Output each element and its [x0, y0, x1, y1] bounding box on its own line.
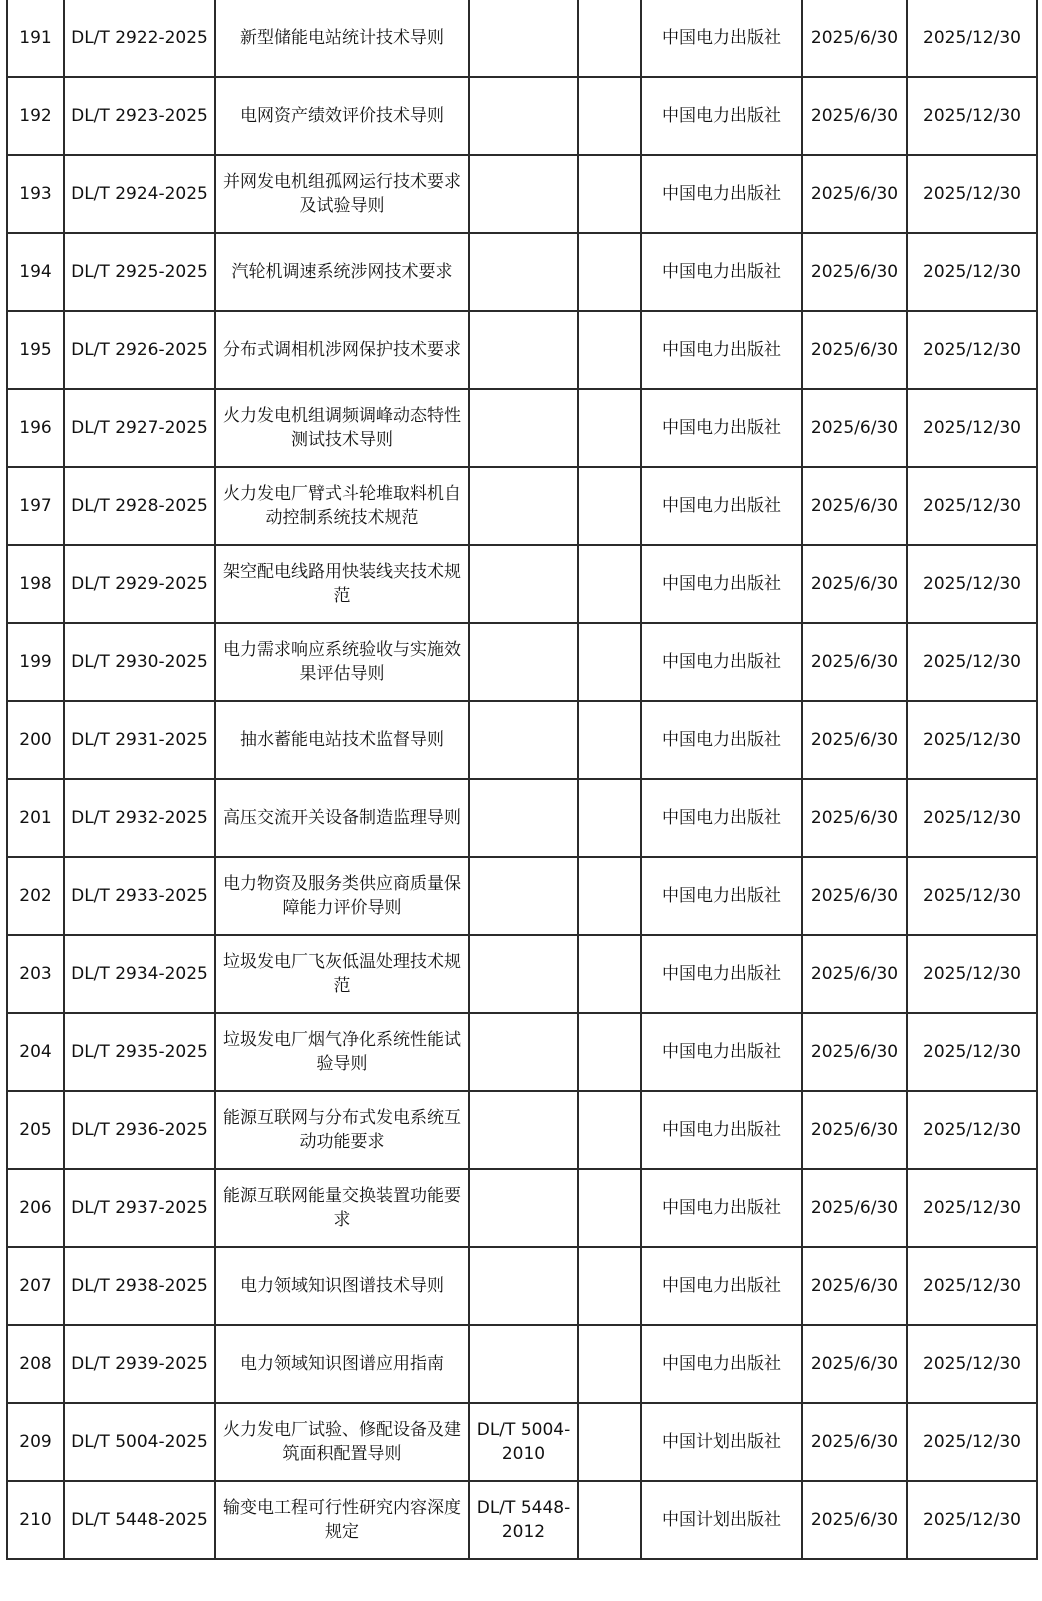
replaced-standard-cell — [469, 1013, 578, 1091]
adopted-standard-cell — [578, 467, 641, 545]
publisher-cell: 中国电力出版社 — [641, 545, 802, 623]
standard-code-cell: DL/T 2929-2025 — [64, 545, 215, 623]
issue-date-cell: 2025/6/30 — [802, 623, 907, 701]
row-number-cell: 210 — [7, 1481, 64, 1559]
row-number-cell: 197 — [7, 467, 64, 545]
effective-date-cell: 2025/12/30 — [907, 701, 1037, 779]
replaced-standard-cell — [469, 77, 578, 155]
publisher-cell: 中国电力出版社 — [641, 0, 802, 77]
standard-code-cell: DL/T 2928-2025 — [64, 467, 215, 545]
publisher-cell: 中国电力出版社 — [641, 467, 802, 545]
standard-code-cell: DL/T 2933-2025 — [64, 857, 215, 935]
table-body — [7, 0, 1037, 1559]
standard-name-cell: 并网发电机组孤网运行技术要求及试验导则 — [215, 155, 469, 233]
issue-date-cell: 2025/6/30 — [802, 77, 907, 155]
standard-name-cell: 火力发电机组调频调峰动态特性测试技术导则 — [215, 389, 469, 467]
replaced-standard-cell — [469, 233, 578, 311]
row-number-cell: 199 — [7, 623, 64, 701]
standard-name-cell: 高压交流开关设备制造监理导则 — [215, 779, 469, 857]
replaced-standard-cell — [469, 155, 578, 233]
table-row — [7, 467, 1037, 545]
standard-code-cell: DL/T 2938-2025 — [64, 1247, 215, 1325]
publisher-cell: 中国电力出版社 — [641, 1325, 802, 1403]
adopted-standard-cell — [578, 779, 641, 857]
adopted-standard-cell — [578, 1247, 641, 1325]
standard-code-cell: DL/T 5448-2025 — [64, 1481, 215, 1559]
standard-name-cell: 汽轮机调速系统涉网技术要求 — [215, 233, 469, 311]
effective-date-cell: 2025/12/30 — [907, 779, 1037, 857]
replaced-standard-cell — [469, 1091, 578, 1169]
replaced-standard-cell — [469, 545, 578, 623]
issue-date-cell: 2025/6/30 — [802, 1325, 907, 1403]
replaced-standard-cell: DL/T 5004-2010 — [469, 1403, 578, 1481]
replaced-standard-cell — [469, 1247, 578, 1325]
adopted-standard-cell — [578, 857, 641, 935]
replaced-standard-cell — [469, 467, 578, 545]
row-number-cell: 200 — [7, 701, 64, 779]
standard-name-cell: 输变电工程可行性研究内容深度规定 — [215, 1481, 469, 1559]
adopted-standard-cell — [578, 1403, 641, 1481]
replaced-standard-cell — [469, 0, 578, 77]
row-number-cell: 191 — [7, 0, 64, 77]
publisher-cell: 中国电力出版社 — [641, 1169, 802, 1247]
standard-name-cell: 能源互联网能量交换装置功能要求 — [215, 1169, 469, 1247]
table-row — [7, 233, 1037, 311]
standard-name-cell: 新型储能电站统计技术导则 — [215, 0, 469, 77]
table-row — [7, 389, 1037, 467]
issue-date-cell: 2025/6/30 — [802, 0, 907, 77]
standard-name-cell: 分布式调相机涉网保护技术要求 — [215, 311, 469, 389]
standard-name-cell: 电力需求响应系统验收与实施效果评估导则 — [215, 623, 469, 701]
table-row — [7, 1247, 1037, 1325]
effective-date-cell: 2025/12/30 — [907, 389, 1037, 467]
adopted-standard-cell — [578, 545, 641, 623]
effective-date-cell: 2025/12/30 — [907, 1013, 1037, 1091]
publisher-cell: 中国电力出版社 — [641, 233, 802, 311]
publisher-cell: 中国电力出版社 — [641, 623, 802, 701]
effective-date-cell: 2025/12/30 — [907, 1091, 1037, 1169]
effective-date-cell: 2025/12/30 — [907, 623, 1037, 701]
adopted-standard-cell — [578, 1169, 641, 1247]
table-row — [7, 701, 1037, 779]
replaced-standard-cell: DL/T 5448-2012 — [469, 1481, 578, 1559]
standard-name-cell: 火力发电厂臂式斗轮堆取料机自动控制系统技术规范 — [215, 467, 469, 545]
effective-date-cell: 2025/12/30 — [907, 935, 1037, 1013]
standard-code-cell: DL/T 2927-2025 — [64, 389, 215, 467]
table-row — [7, 311, 1037, 389]
standard-name-cell: 电网资产绩效评价技术导则 — [215, 77, 469, 155]
publisher-cell: 中国电力出版社 — [641, 311, 802, 389]
issue-date-cell: 2025/6/30 — [802, 701, 907, 779]
standard-code-cell: DL/T 2935-2025 — [64, 1013, 215, 1091]
issue-date-cell: 2025/6/30 — [802, 233, 907, 311]
effective-date-cell: 2025/12/30 — [907, 1481, 1037, 1559]
row-number-cell: 195 — [7, 311, 64, 389]
effective-date-cell: 2025/12/30 — [907, 311, 1037, 389]
table-row — [7, 1481, 1037, 1559]
issue-date-cell: 2025/6/30 — [802, 1247, 907, 1325]
row-number-cell: 196 — [7, 389, 64, 467]
table-row — [7, 1091, 1037, 1169]
issue-date-cell: 2025/6/30 — [802, 155, 907, 233]
issue-date-cell: 2025/6/30 — [802, 1169, 907, 1247]
replaced-standard-cell — [469, 389, 578, 467]
effective-date-cell: 2025/12/30 — [907, 1247, 1037, 1325]
standard-code-cell: DL/T 2939-2025 — [64, 1325, 215, 1403]
adopted-standard-cell — [578, 155, 641, 233]
publisher-cell: 中国电力出版社 — [641, 389, 802, 467]
standard-name-cell: 电力物资及服务类供应商质量保障能力评价导则 — [215, 857, 469, 935]
standard-name-cell: 架空配电线路用快装线夹技术规范 — [215, 545, 469, 623]
table-row — [7, 1013, 1037, 1091]
standard-code-cell: DL/T 2937-2025 — [64, 1169, 215, 1247]
issue-date-cell: 2025/6/30 — [802, 1091, 907, 1169]
standard-name-cell: 电力领域知识图谱技术导则 — [215, 1247, 469, 1325]
replaced-standard-cell — [469, 1325, 578, 1403]
adopted-standard-cell — [578, 623, 641, 701]
effective-date-cell: 2025/12/30 — [907, 1169, 1037, 1247]
row-number-cell: 201 — [7, 779, 64, 857]
publisher-cell: 中国计划出版社 — [641, 1481, 802, 1559]
row-number-cell: 209 — [7, 1403, 64, 1481]
issue-date-cell: 2025/6/30 — [802, 389, 907, 467]
effective-date-cell: 2025/12/30 — [907, 1325, 1037, 1403]
publisher-cell: 中国电力出版社 — [641, 701, 802, 779]
standard-code-cell: DL/T 2924-2025 — [64, 155, 215, 233]
table-row — [7, 77, 1037, 155]
adopted-standard-cell — [578, 1481, 641, 1559]
table-row — [7, 857, 1037, 935]
effective-date-cell: 2025/12/30 — [907, 0, 1037, 77]
standards-table — [6, 0, 1038, 1560]
table-row — [7, 623, 1037, 701]
publisher-cell: 中国电力出版社 — [641, 77, 802, 155]
issue-date-cell: 2025/6/30 — [802, 1481, 907, 1559]
replaced-standard-cell — [469, 935, 578, 1013]
standard-name-cell: 火力发电厂试验、修配设备及建筑面积配置导则 — [215, 1403, 469, 1481]
row-number-cell: 192 — [7, 77, 64, 155]
standard-code-cell: DL/T 2936-2025 — [64, 1091, 215, 1169]
row-number-cell: 208 — [7, 1325, 64, 1403]
replaced-standard-cell — [469, 701, 578, 779]
table-row — [7, 1325, 1037, 1403]
issue-date-cell: 2025/6/30 — [802, 935, 907, 1013]
standard-code-cell: DL/T 2922-2025 — [64, 0, 215, 77]
replaced-standard-cell — [469, 311, 578, 389]
adopted-standard-cell — [578, 1325, 641, 1403]
adopted-standard-cell — [578, 311, 641, 389]
adopted-standard-cell — [578, 389, 641, 467]
row-number-cell: 193 — [7, 155, 64, 233]
adopted-standard-cell — [578, 233, 641, 311]
standard-code-cell: DL/T 2931-2025 — [64, 701, 215, 779]
standard-name-cell: 垃圾发电厂飞灰低温处理技术规范 — [215, 935, 469, 1013]
standard-name-cell: 电力领域知识图谱应用指南 — [215, 1325, 469, 1403]
adopted-standard-cell — [578, 701, 641, 779]
table-row — [7, 0, 1037, 77]
adopted-standard-cell — [578, 1013, 641, 1091]
issue-date-cell: 2025/6/30 — [802, 545, 907, 623]
replaced-standard-cell — [469, 857, 578, 935]
publisher-cell: 中国电力出版社 — [641, 779, 802, 857]
table-row — [7, 545, 1037, 623]
issue-date-cell: 2025/6/30 — [802, 311, 907, 389]
adopted-standard-cell — [578, 0, 641, 77]
standard-name-cell: 抽水蓄能电站技术监督导则 — [215, 701, 469, 779]
standard-code-cell: DL/T 2925-2025 — [64, 233, 215, 311]
standard-code-cell: DL/T 2934-2025 — [64, 935, 215, 1013]
issue-date-cell: 2025/6/30 — [802, 1013, 907, 1091]
table-row — [7, 935, 1037, 1013]
row-number-cell: 206 — [7, 1169, 64, 1247]
issue-date-cell: 2025/6/30 — [802, 467, 907, 545]
replaced-standard-cell — [469, 1169, 578, 1247]
effective-date-cell: 2025/12/30 — [907, 1403, 1037, 1481]
replaced-standard-cell — [469, 623, 578, 701]
table-row — [7, 779, 1037, 857]
row-number-cell: 207 — [7, 1247, 64, 1325]
effective-date-cell: 2025/12/30 — [907, 155, 1037, 233]
row-number-cell: 204 — [7, 1013, 64, 1091]
issue-date-cell: 2025/6/30 — [802, 1403, 907, 1481]
standard-name-cell: 垃圾发电厂烟气净化系统性能试验导则 — [215, 1013, 469, 1091]
standard-name-cell: 能源互联网与分布式发电系统互动功能要求 — [215, 1091, 469, 1169]
table-row — [7, 1403, 1037, 1481]
effective-date-cell: 2025/12/30 — [907, 467, 1037, 545]
publisher-cell: 中国电力出版社 — [641, 857, 802, 935]
row-number-cell: 205 — [7, 1091, 64, 1169]
standard-code-cell: DL/T 5004-2025 — [64, 1403, 215, 1481]
publisher-cell: 中国电力出版社 — [641, 1091, 802, 1169]
standard-code-cell: DL/T 2930-2025 — [64, 623, 215, 701]
effective-date-cell: 2025/12/30 — [907, 545, 1037, 623]
row-number-cell: 202 — [7, 857, 64, 935]
table-row — [7, 155, 1037, 233]
publisher-cell: 中国电力出版社 — [641, 935, 802, 1013]
publisher-cell: 中国电力出版社 — [641, 1247, 802, 1325]
row-number-cell: 203 — [7, 935, 64, 1013]
effective-date-cell: 2025/12/30 — [907, 77, 1037, 155]
issue-date-cell: 2025/6/30 — [802, 857, 907, 935]
effective-date-cell: 2025/12/30 — [907, 857, 1037, 935]
adopted-standard-cell — [578, 935, 641, 1013]
adopted-standard-cell — [578, 1091, 641, 1169]
row-number-cell: 198 — [7, 545, 64, 623]
issue-date-cell: 2025/6/30 — [802, 779, 907, 857]
row-number-cell: 194 — [7, 233, 64, 311]
standard-code-cell: DL/T 2926-2025 — [64, 311, 215, 389]
publisher-cell: 中国电力出版社 — [641, 1013, 802, 1091]
publisher-cell: 中国计划出版社 — [641, 1403, 802, 1481]
publisher-cell: 中国电力出版社 — [641, 155, 802, 233]
effective-date-cell: 2025/12/30 — [907, 233, 1037, 311]
table-row — [7, 1169, 1037, 1247]
standard-code-cell: DL/T 2923-2025 — [64, 77, 215, 155]
standard-code-cell: DL/T 2932-2025 — [64, 779, 215, 857]
adopted-standard-cell — [578, 77, 641, 155]
replaced-standard-cell — [469, 779, 578, 857]
